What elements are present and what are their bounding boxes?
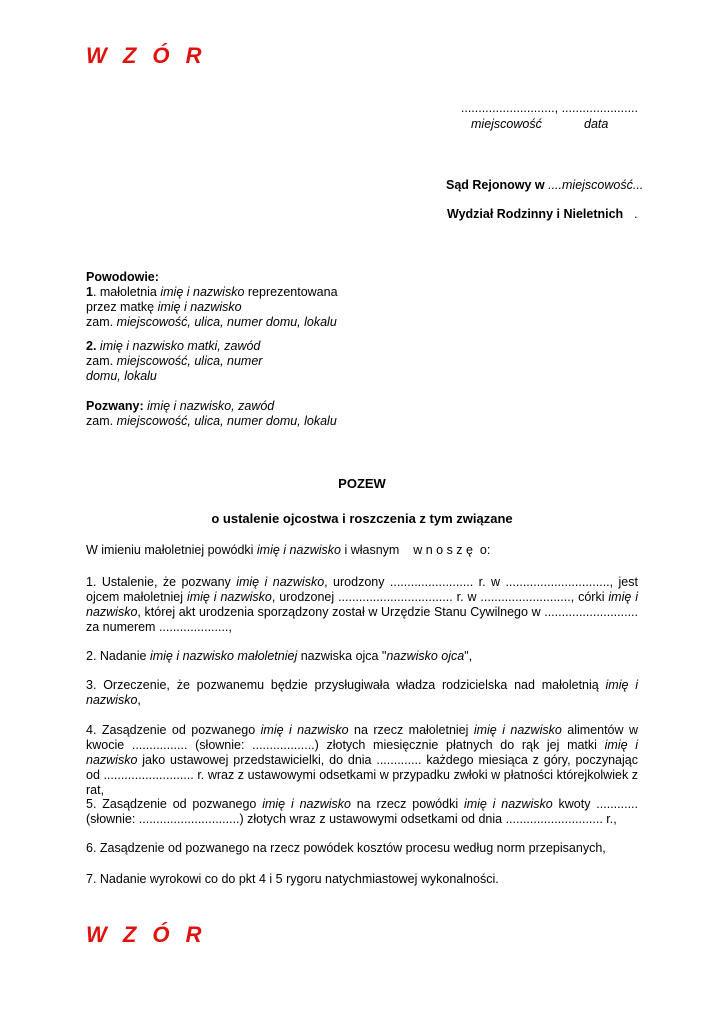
date-label: data [584,117,609,131]
claim-item-6: 6. Zasądzenie od pozwanego na rzecz powódek kosztów procesu według norm przepisanych, [86,841,606,855]
watermark-bottom: W Z Ó R [86,922,207,947]
claim-5-text-c: na rzecz powódki [350,797,464,811]
plaintiff-2-address-line-1: miejscowość, ulica, numer [116,354,263,368]
document-subtitle: o ustalenie ojcostwa i roszczenia z tym związane [211,511,513,526]
claim-1-father-name: imię i nazwisko [236,575,325,589]
plaintiff-1-address-value: miejscowość, ulica, numer domu, lokalu [116,315,337,329]
plaintiff-1-suffix: reprezentowana [244,285,338,299]
claim-item-1 [86,575,638,635]
claim-1-mother-name: imię i nazwisko [86,590,638,619]
plaintiff-1-number: 1 [86,285,93,299]
plaintiff-1-address [86,315,386,330]
claim-4-defendant-name: imię i nazwisko [260,723,349,737]
claim-4-text-a: 4. Zasądzenie od pozwanego [86,723,261,737]
claim-4-text-e: alimentów w kwocie ................ (słownie: ..................) złotych miesięcznie płatnych do rąk jej matki [86,723,638,752]
intro-line [86,543,638,558]
court-name-label: Sąd Rejonowy w [446,178,545,192]
claim-1-text-e: , urodzonej ................................. r. w .........................., córki [271,590,609,604]
claim-item-3 [86,678,638,708]
defendant-address [86,414,386,429]
document-title: POZEW [338,476,386,491]
claim-3-child-name: imię i nazwisko [86,678,638,707]
intro-middle: i własnym [340,543,414,557]
plaintiff-1-address-prefix: zam. [86,315,117,329]
claim-2-text-a: 2. Nadanie [86,649,150,663]
defendant-address-value: miejscowość, ulica, numer domu, lokalu [116,414,337,428]
court-division-dot: . [634,207,638,221]
plaintiff-2-address-line-2: domu, lokalu [86,369,157,383]
court-place: ....miejscowość... [544,178,644,192]
intro-name: imię i nazwisko [256,543,341,557]
place-date-dots: ..........................., ...................... [460,101,638,115]
claim-1-child-name: imię i nazwisko [186,590,272,604]
defendant-block [86,399,386,429]
claim-1-text-g: , której akt urodzenia sporządzony został w Urzędzie Stanu Cywilnego w ........................... za numerem ...................., [86,605,638,634]
claim-4-child-name: imię i nazwisko [473,723,562,737]
claim-item-5 [86,797,638,827]
defendant-address-prefix: zam. [86,414,117,428]
plaintiff-2-address [86,354,386,369]
intro-prefix: W imieniu małoletniej powódki [86,543,257,557]
claim-item-2 [86,649,638,664]
claim-5-text-e: kwoty ............ (słownie: .............................) złotych wraz z ustawowymi odsetkami od dnia ............................ r., [86,797,638,826]
plaintiff-2-number: 2. [86,339,97,353]
claim-item-7: 7. Nadanie wyrokowi co do pkt 4 i 5 rygoru natychmiastowej wykonalności. [86,872,499,886]
claim-5-defendant-name: imię i nazwisko [262,797,351,811]
intro-request: w n o s z ę [413,543,473,557]
plaintiff-1-line-1 [86,285,386,300]
court-name [446,178,643,193]
plaintiff-2-line-1 [86,339,386,354]
claim-4-text-c: na rzecz małoletniej [348,723,474,737]
court-division: Wydział Rodzinny i Nieletnich [447,207,624,221]
plaintiffs-heading: Powodowie: [86,270,159,284]
watermark-top: W Z Ó R [86,43,207,68]
defendant-name: imię i nazwisko, zawód [143,399,275,413]
defendant-line-1 [86,399,386,414]
claim-2-text-c: nazwiska ojca " [297,649,387,663]
plaintiff-2-address-prefix: zam. [86,354,117,368]
defendant-label: Pozwany: [86,399,144,413]
intro-suffix: o: [472,543,491,557]
plaintiff-2-name: imię i nazwisko matki, zawód [96,339,261,353]
claim-4-mother-name: imię i nazwisko [86,738,638,767]
claim-3-text-c: , [137,693,141,707]
claim-2-text-e: ", [464,649,473,663]
plaintiff-1-mother-name: imię i nazwisko [157,300,242,314]
claim-1-text-c: , urodzony ........................ r. w .............................., jest ojcem małoletniej [86,575,638,604]
claim-2-child-name: imię i nazwisko małoletniej [149,649,298,663]
claim-1-text-a: 1. Ustalenie, że pozwany [86,575,237,589]
plaintiff-1-mother-prefix: przez matkę [86,300,158,314]
plaintiff-1-name: imię i nazwisko [160,285,245,299]
plaintiff-1-prefix: . małoletnia [92,285,161,299]
claim-item-4 [86,723,638,798]
plaintiff-2-block [86,339,386,384]
claim-3-text-a: 3. Orzeczenie, że pozwanemu będzie przysługiwała władza rodzicielska nad małoletnią [86,678,606,692]
claim-5-plaintiff-name: imię i nazwisko [463,797,553,811]
place-label: miejscowość [471,117,542,131]
plaintiff-1-line-2 [86,300,386,315]
claim-5-text-a: 5. Zasądzenie od pozwanego [86,797,263,811]
claim-4-text-g: jako ustawowej przedstawicielki, do dnia ............. każdego miesiąca z góry, poczynając od .......................... r. wraz z ustawowymi odsetkami w przypadku zwłoki w płatności którejkolwiek z rat, [86,753,638,797]
claim-2-surname: nazwisko ojca [386,649,465,663]
plaintiffs-block [86,270,386,330]
